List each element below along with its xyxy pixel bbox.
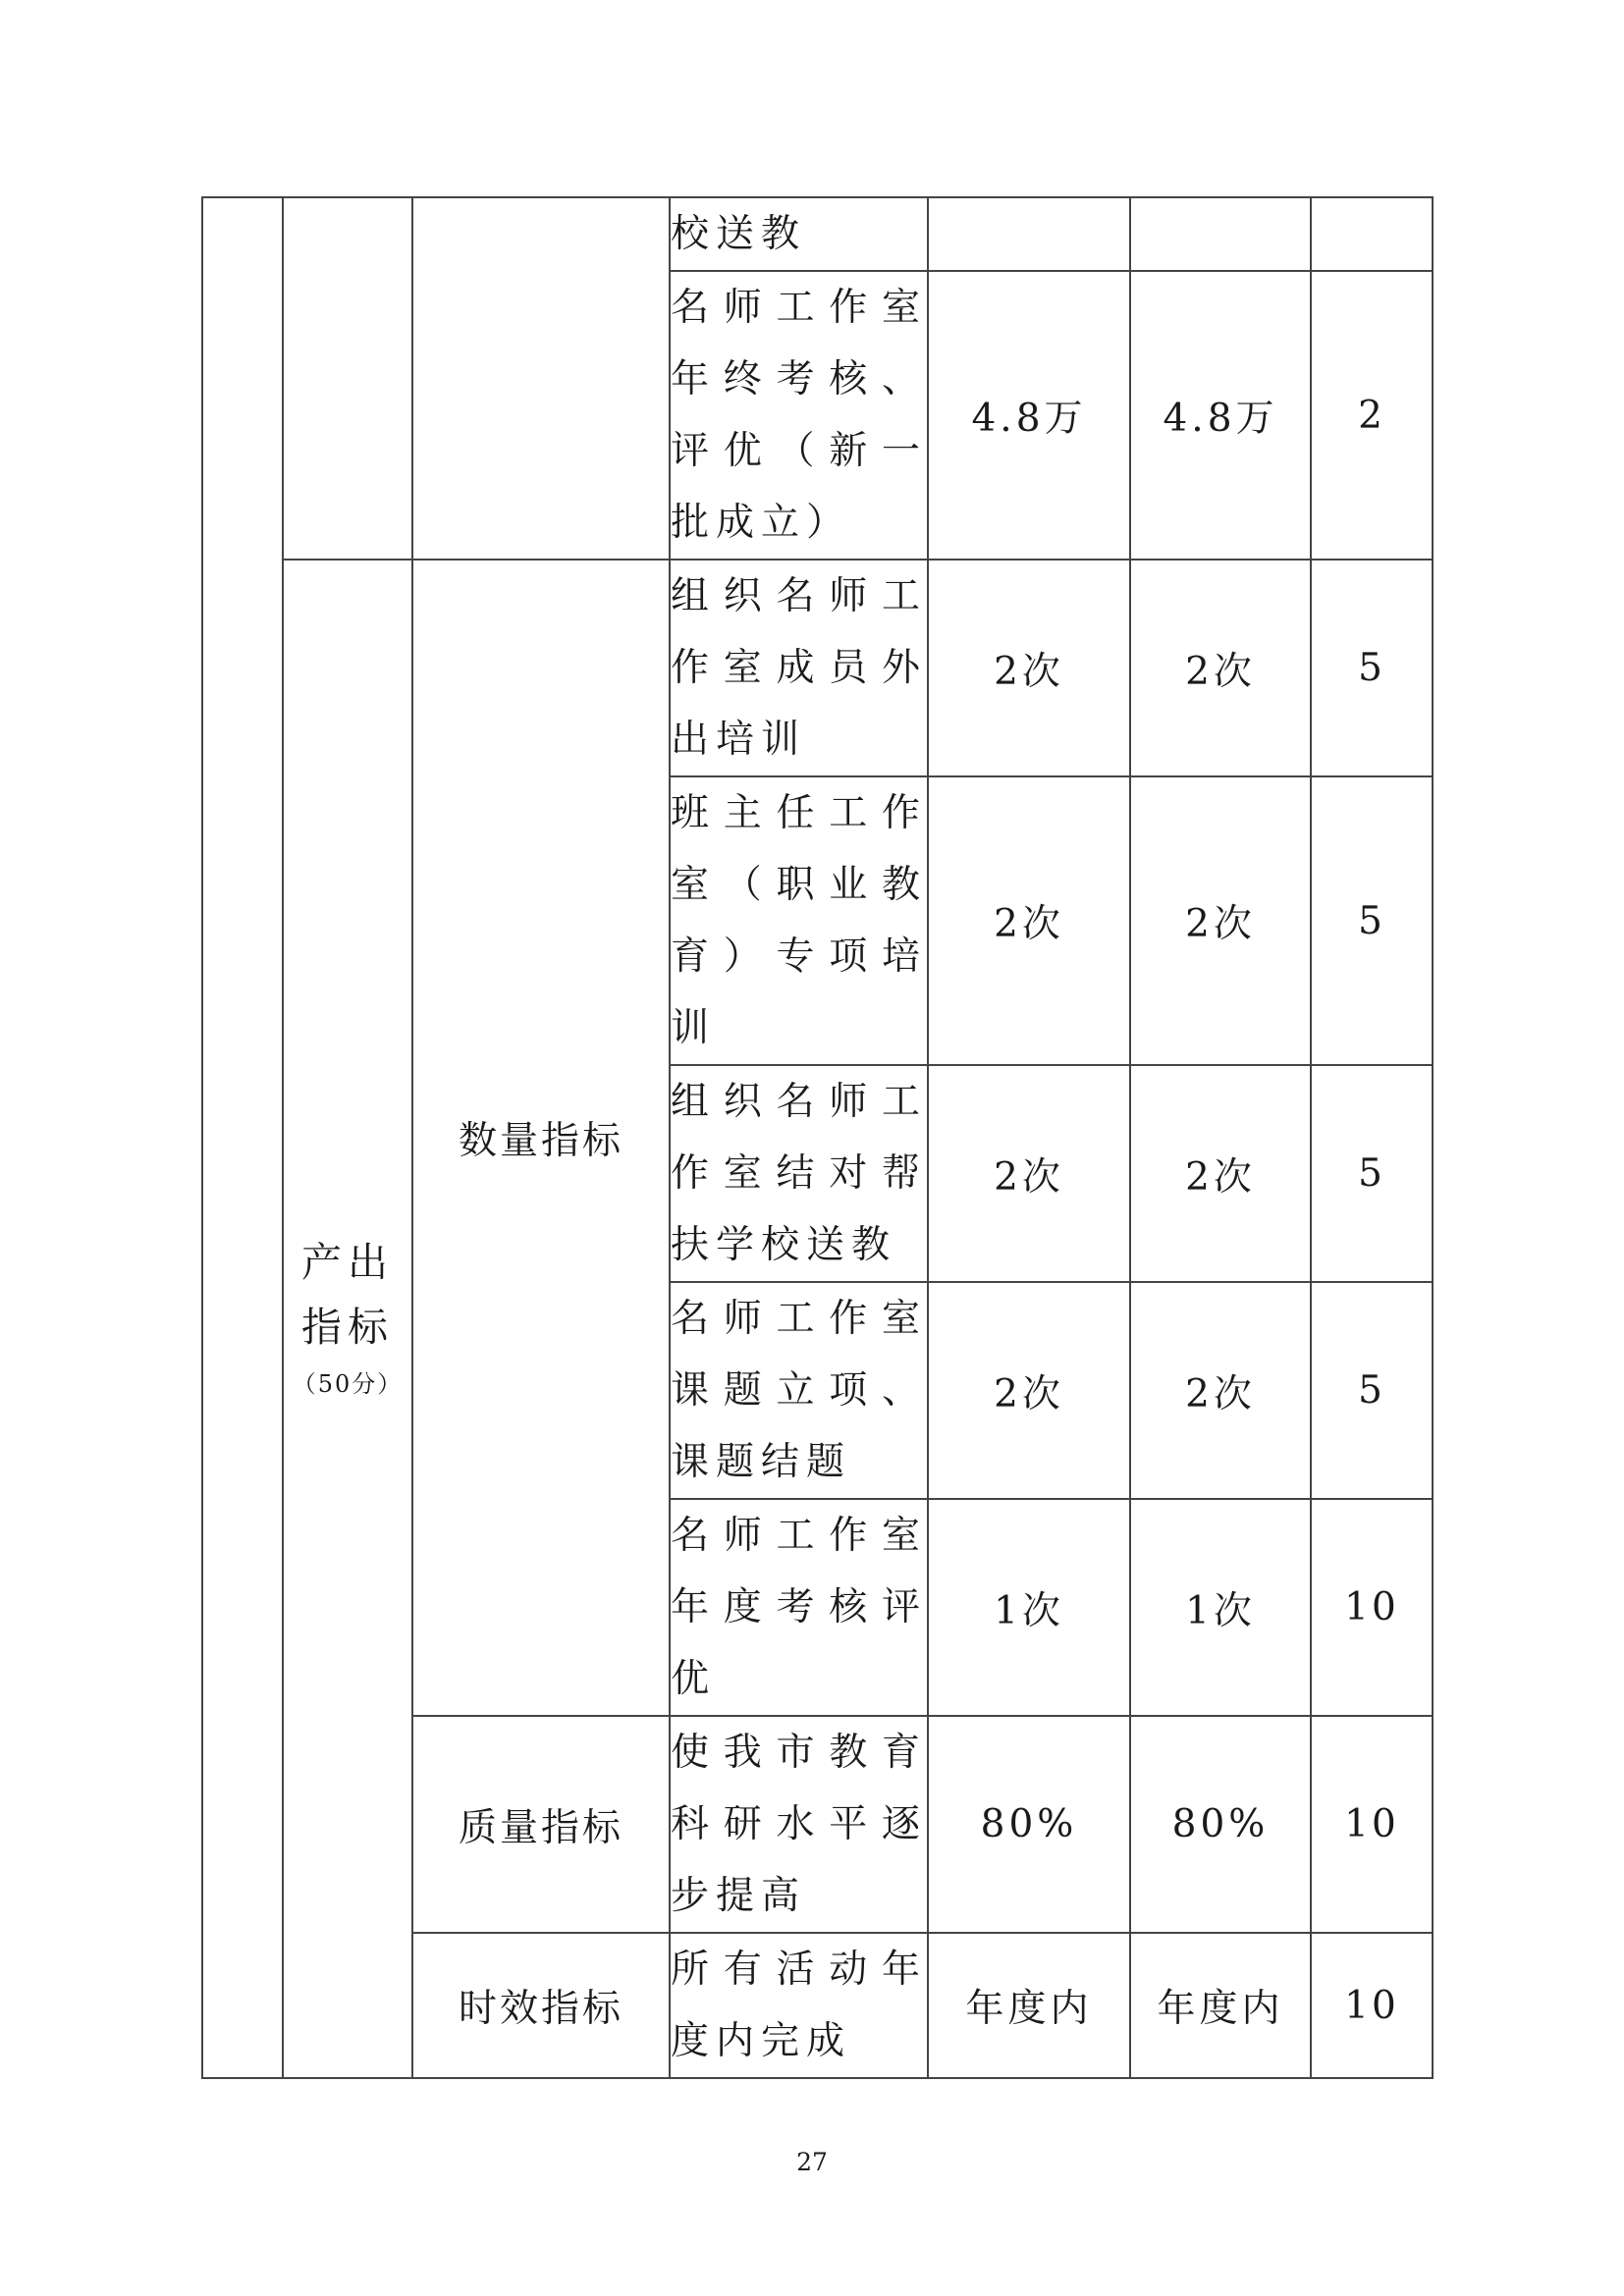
score-cell: 10 [1311,1933,1433,2078]
indicator-cell: 名师工作室年终考核、评优（新一批成立） [670,271,928,560]
quantity-indicator-cell: 数量指标 [412,560,670,1716]
target-value-cell: 2次 [928,776,1130,1065]
indicator-cell: 组织名师工作室成员外出培训 [670,560,928,776]
target-value-cell: 80% [928,1716,1130,1933]
level3-cell-continued [412,197,670,560]
actual-value-cell: 4.8万 [1130,271,1311,560]
score-cell: 10 [1311,1499,1433,1716]
target-value-cell: 2次 [928,560,1130,776]
score-cell: 2 [1311,271,1433,560]
target-value-cell [928,197,1130,271]
score-cell [1311,197,1433,271]
target-value-cell: 年度内 [928,1933,1130,2078]
score-cell: 5 [1311,1065,1433,1282]
indicator-cell: 名师工作室课题立项、课题结题 [670,1282,928,1499]
actual-value-cell [1130,197,1311,271]
actual-value-cell: 1次 [1130,1499,1311,1716]
actual-value-cell: 2次 [1130,1282,1311,1499]
target-value-cell: 1次 [928,1499,1130,1716]
performance-indicator-table [201,196,1434,2079]
output-indicator-title: 产出指标 [301,1238,394,1351]
indicator-cell: 名师工作室年度考核评优 [670,1499,928,1716]
table-row [202,560,1433,776]
table-row [202,197,1433,271]
page-number: 27 [796,2148,828,2176]
target-value-cell: 4.8万 [928,271,1130,560]
target-value-cell: 2次 [928,1065,1130,1282]
indicator-cell: 班主任工作室（职业教育）专项培训 [670,776,928,1065]
actual-value-cell: 年度内 [1130,1933,1311,2078]
score-cell: 5 [1311,560,1433,776]
output-indicator-score: （50分） [292,1369,404,1398]
score-cell: 5 [1311,776,1433,1065]
actual-value-cell: 80% [1130,1716,1311,1933]
quality-indicator-cell: 质量指标 [412,1716,670,1933]
indicator-cell: 所有活动年度内完成 [670,1933,928,2078]
output-indicator-cell [283,560,412,2078]
score-cell: 5 [1311,1282,1433,1499]
level1-cell [202,197,283,2078]
target-value-cell: 2次 [928,1282,1130,1499]
timeliness-indicator-cell: 时效指标 [412,1933,670,2078]
actual-value-cell: 2次 [1130,1065,1311,1282]
score-cell: 10 [1311,1716,1433,1933]
level2-cell-continued [283,197,412,560]
actual-value-cell: 2次 [1130,560,1311,776]
indicator-cell: 校送教 [670,197,928,271]
indicator-cell: 使我市教育科研水平逐步提高 [670,1716,928,1933]
actual-value-cell: 2次 [1130,776,1311,1065]
indicator-cell: 组织名师工作室结对帮扶学校送教 [670,1065,928,1282]
